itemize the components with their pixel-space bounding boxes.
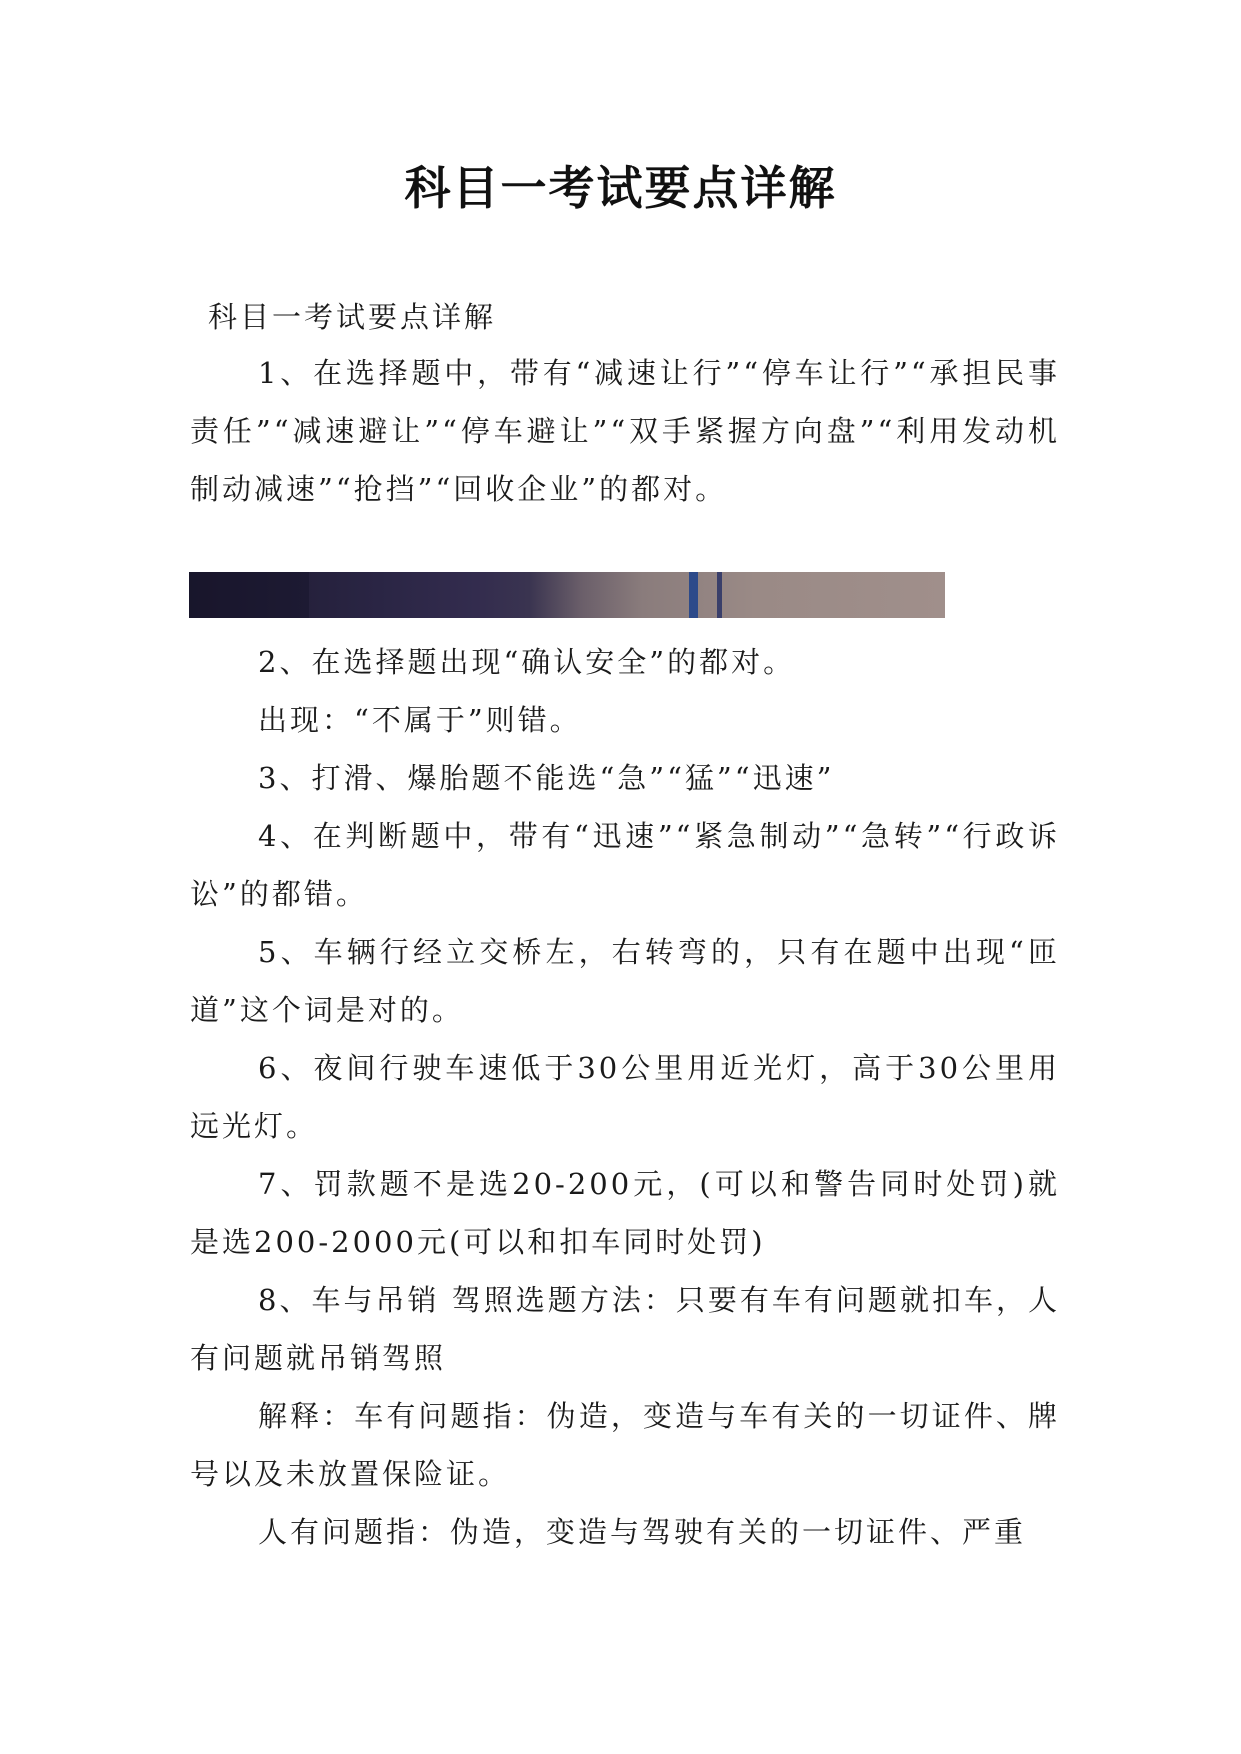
paragraph-7: 7、罚款题不是选20-200元，(可以和警告同时处罚)就是选200-2000元(可以和扣车同时处罚)	[190, 1167, 1060, 1259]
paragraph-2: 2、在选择题出现“确认安全”的都对。	[258, 645, 796, 679]
paragraph-2-note: 出现：“不属于”则错。	[258, 703, 582, 737]
paragraph-5: 5、车辆行经立交桥左，右转弯的，只有在题中出现“匝道”这个词是对的。	[190, 935, 1060, 1027]
paragraph-8: 8、车与吊销 驾照选题方法：只要有车有问题就扣车，人有问题就吊销驾照	[190, 1283, 1060, 1375]
paragraph-3: 3、打滑、爆胎题不能选“急”“猛”“迅速”	[258, 761, 835, 795]
document-title: 科目一考试要点详解	[404, 161, 837, 215]
paragraph-1: 1、在选择题中，带有“减速让行”“停车让行”“承担民事责任”“减速避让”“停车避让”“双手紧握方向盘”“利用发动机制动减速”“抢挡”“回收企业”的都对。	[190, 356, 1060, 506]
paragraph-8-explanation-cont: 人有问题指：伪造，变造与驾驶有关的一切证件、严重	[258, 1515, 1027, 1549]
paragraph-8-explanation: 解释：车有问题指：伪造，变造与车有关的一切证件、牌号以及未放置保险证。	[190, 1399, 1060, 1491]
paragraph-6: 6、夜间行驶车速低于30公里用近光灯，高于30公里用远光灯。	[190, 1051, 1060, 1143]
embedded-photo-strip	[189, 572, 945, 618]
document-subtitle: 科目一考试要点详解	[208, 300, 497, 334]
paragraph-4: 4、在判断题中，带有“迅速”“紧急制动”“急转”“行政诉讼”的都错。	[190, 819, 1060, 911]
